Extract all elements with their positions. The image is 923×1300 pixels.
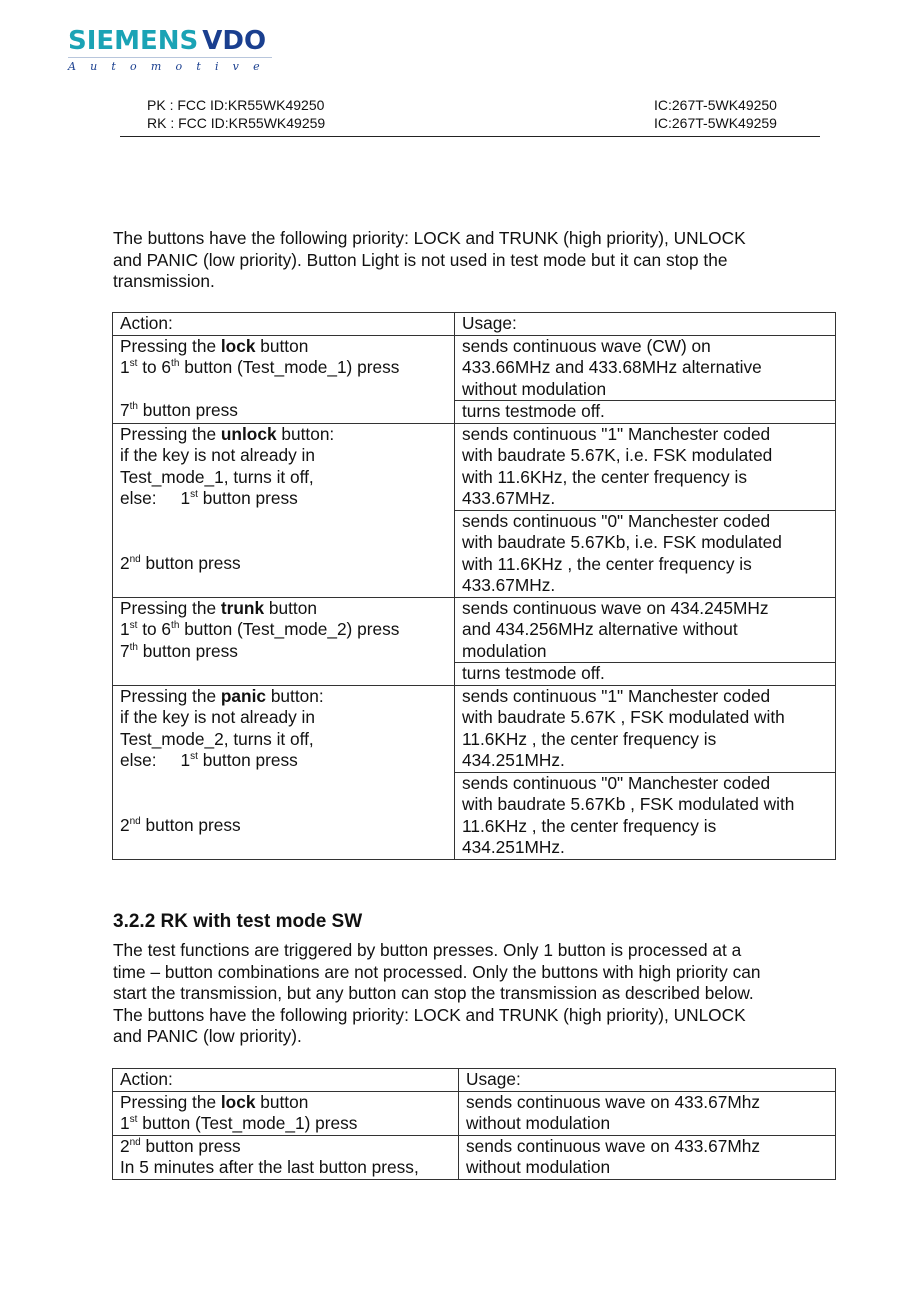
unlock-action-cell: Pressing the unlock button: if the key is not already in Test_mode_1, turns it off, else: 1st button press 2nd button press [113, 423, 455, 597]
table-row [113, 597, 836, 663]
table-header-row [113, 1069, 836, 1092]
header-rk-fcc: RK : FCC ID:KR55WK49259 [147, 115, 326, 131]
action-header: Action: [113, 313, 455, 336]
logo-wordmark [68, 28, 274, 54]
section-heading: 3.2.2 RK with test mode SW [113, 911, 363, 932]
table-row [113, 335, 836, 401]
lock-press-range: 1st to 6th button (Test_mode_1) press [120, 357, 400, 377]
usage-header: Usage: [459, 1069, 836, 1092]
intro-line: The buttons have the following priority: LOCK and TRUNK (high priority), UNLOCK [113, 228, 746, 248]
logo-tagline: Automotive [68, 60, 274, 73]
second-usage-cell: sends continuous wave on 433.67Mhz without modulation [459, 1135, 836, 1179]
lock-usage-cell: sends continuous wave on 433.67Mhz without modulation [459, 1091, 836, 1135]
unlock-usage-cell-2: sends continuous "0" Manchester coded with baudrate 5.67Kb, i.e. FSK modulated with 11.6KHz , the center frequency is 433.67MHz. [455, 510, 836, 597]
lock-title: Pressing the lock button [120, 335, 309, 356]
usage-header: Usage: [455, 313, 836, 336]
panic-usage-cell-1: sends continuous "1" Manchester coded with baudrate 5.67K , FSK modulated with 11.6KHz , the center frequency is 434.251MHz. [455, 685, 836, 772]
intro-paragraph [113, 228, 833, 293]
rk-test-table [112, 312, 836, 860]
header-rk-ic: IC:267T-5WK49259 [654, 115, 777, 131]
table-row [113, 1091, 836, 1135]
lock-usage-cell: sends continuous wave (CW) on 433.66MHz and 433.68MHz alternative without modulation [455, 335, 836, 401]
table-header-row [113, 313, 836, 336]
logo-brand: SIEMENS [68, 26, 199, 56]
rk-sw-test-table [112, 1068, 836, 1180]
logo-brand-vdo: VDO [202, 26, 267, 56]
logo-divider [68, 57, 272, 58]
lock-action-cell: Pressing the lock button 1st button (Test_mode_1) press [113, 1091, 459, 1135]
section-body: The test functions are triggered by button presses. Only 1 button is processed at a time – button combinations are not processed. Only the buttons with high priority can start the transmission, but any button can stop the transmission as described below. The buttons have the following priority: LOCK and TRUNK (high priority), UNLOCK and PANIC (low priority). [113, 940, 761, 1046]
header-pk-ic: IC:267T-5WK49250 [654, 97, 777, 113]
table-row [113, 423, 836, 510]
trunk-action-cell: Pressing the trunk button 1st to 6th button (Test_mode_2) press 7th button press [113, 597, 455, 685]
panic-title: Pressing the panic button: [120, 685, 324, 706]
unlock-usage-cell-1: sends continuous "1" Manchester coded with baudrate 5.67K, i.e. FSK modulated with 11.6KHz, the center frequency is 433.67MHz. [455, 423, 836, 510]
header-rule [120, 136, 820, 137]
siemens-vdo-logo [68, 28, 274, 73]
unlock-title: Pressing the unlock button: [120, 423, 335, 444]
panic-action-cell: Pressing the panic button: if the key is not already in Test_mode_2, turns it off, else: 1st button press 2nd button press [113, 685, 455, 859]
action-header: Action: [113, 1069, 459, 1092]
lock-action-cell [113, 335, 455, 423]
trunk-off-cell: turns testmode off. [455, 663, 836, 686]
lock-off-cell: turns testmode off. [455, 401, 836, 424]
header-pk-fcc: PK : FCC ID:KR55WK49250 [147, 97, 325, 113]
intro-line: transmission. [113, 271, 215, 291]
panic-usage-cell-2: sends continuous "0" Manchester coded with baudrate 5.67Kb , FSK modulated with 11.6KHz , the center frequency is 434.251MHz. [455, 772, 836, 859]
trunk-title: Pressing the trunk button [120, 597, 317, 618]
table-row [113, 1135, 836, 1179]
lock-seventh-press: 7th button press [120, 400, 238, 420]
intro-line: and PANIC (low priority). Button Light is not used in test mode but it can stop the [113, 249, 728, 270]
table-row [113, 685, 836, 772]
second-press-cell: 2nd button press In 5 minutes after the last button press, [113, 1135, 459, 1179]
trunk-usage-cell: sends continuous wave on 434.245MHz and 434.256MHz alternative without modulation [455, 597, 836, 663]
